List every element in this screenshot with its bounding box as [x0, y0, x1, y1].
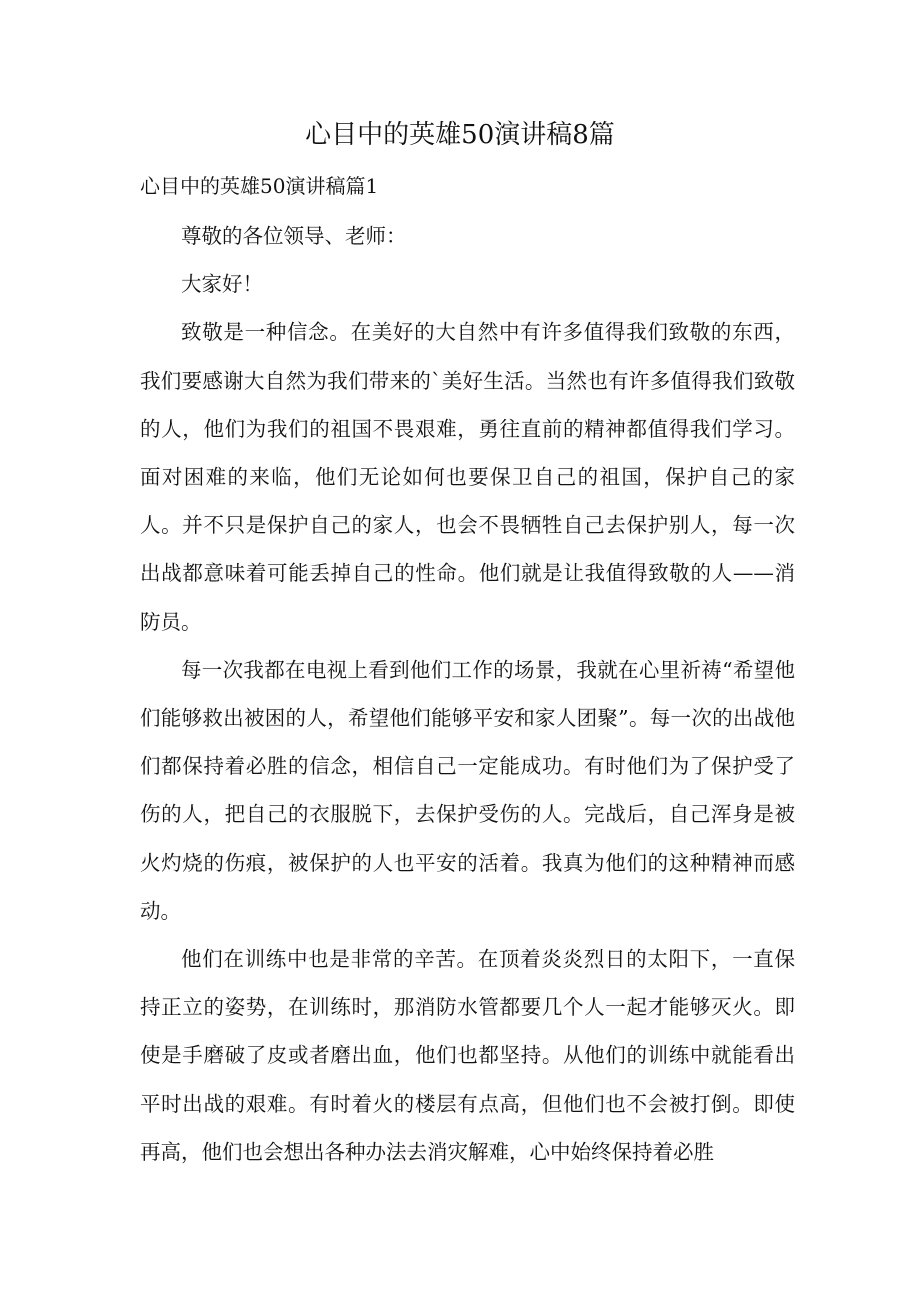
document-body [140, 212, 795, 1176]
paragraph-salutation: 尊敬的各位领导、老师： [181, 224, 407, 248]
paragraph: 致敬是一种信念。在美好的大自然中有许多值得我们致敬的东西，我们要感谢大自然为我们带来的`美好生活。当然也有许多值得我们致敬的人，他们为我们的祖国不畏艰难，勇往直前的精神都值得我们学习。面对困难的来临，他们无论如何也要保卫自己的祖国，保护自己的家人。并不只是保护自己的家人，也会不畏牺牲自己去保护别人，每一次出战都意味着可能丢掉自己的性命。他们就是让我值得致敬的人——消防员。 [140, 320, 795, 634]
paragraph: 他们在训练中也是非常的辛苦。在顶着炎炎烈日的太阳下，一直保持正立的姿势，在训练时，那消防水管都要几个人一起才能够灭火。即使是手磨破了皮或者磨出血，他们也都坚持。从他们的训练中就能看出平时出战的艰难。有时着火的楼层有点高，但他们也不会被打倒。即使再高，他们也会想出各种办法去消灾解难，心中始终保持着必胜 [140, 947, 795, 1164]
document-title: 心目中的英雄50演讲稿8篇 [305, 120, 615, 150]
paragraph-greeting: 大家好！ [181, 272, 263, 297]
section-heading: 心目中的英雄50演讲稿篇1 [140, 174, 379, 198]
paragraph: 每一次我都在电视上看到他们工作的场景，我就在心里祈祷“希望他们能够救出被困的人，希望他们能够平安和家人团聚”。每一次的出战他们都保持着必胜的信念，相信自己一定能成功。有时他们为了保护受了伤的人，把自己的衣服脱下，去保护受伤的人。完战后，自己浑身是被火灼烧的伤痕，被保护的人也平安的活着。我真为他们的这种精神而感动。 [140, 657, 795, 923]
